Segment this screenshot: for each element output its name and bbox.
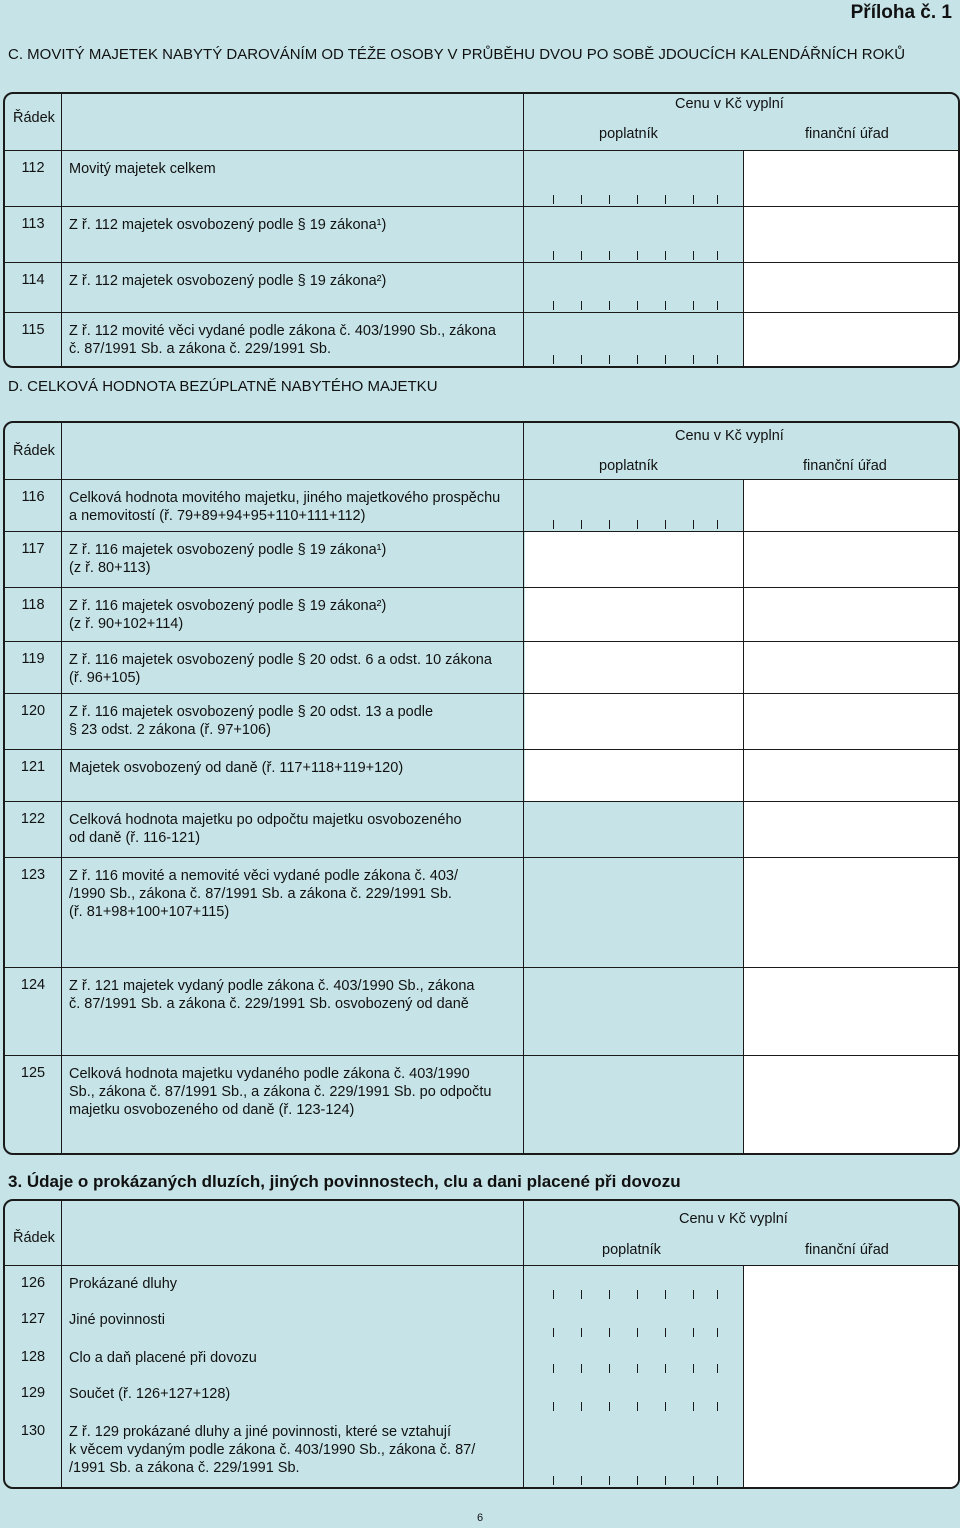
digit-ticks [525,1401,743,1411]
row-number: 129 [20,1385,46,1401]
digit-tick [665,355,666,364]
digit-tick [717,251,718,260]
row-number: 128 [20,1349,46,1365]
taxpayer-amount-field[interactable] [525,693,743,749]
row-number: 123 [20,867,46,883]
row-number: 116 [21,489,45,505]
row-description: č. 87/1991 Sb. a zákona č. 229/1991 Sb. osvobozený od daně [69,996,469,1012]
digit-tick [637,301,638,310]
digit-tick [581,355,582,364]
row-description: Movitý majetek celkem [69,161,216,177]
row-description: (z ř. 90+102+114) [69,616,184,632]
digit-tick [581,1476,582,1485]
digit-tick [665,301,666,310]
digit-tick [693,195,694,204]
row-number: 121 [20,759,46,775]
row-number: 117 [21,541,45,557]
digit-tick [665,195,666,204]
row-number: 122 [20,811,46,827]
digit-tick [717,1402,718,1411]
digit-ticks [525,1363,743,1373]
taxpayer-amount-field[interactable] [525,801,743,857]
section-c-title: C. MOVITÝ MAJETEK NABYTÝ DAROVÁNÍM OD TÉŽE OSOBY V PRŮBĚHU DVOU PO SOBĚ JDOUCÍCH KALENDÁŘNÍCH ROKŮ [8,46,906,63]
table-c [3,92,960,368]
row-description: Z ř. 112 majetek osvobozený podle § 19 zákona¹) [69,217,387,233]
digit-tick [553,1364,554,1373]
table-3 [3,1199,960,1489]
digit-tick [637,1290,638,1299]
row-description: majetku osvobozeného od daně (ř. 123-124) [69,1102,355,1118]
row-number: 114 [21,272,45,288]
digit-tick [609,301,610,310]
digit-tick [553,1328,554,1337]
digit-tick [581,1328,582,1337]
taxpayer-header: poplatník [599,458,658,474]
taxpayer-amount-field[interactable] [525,531,743,587]
row-description: Celková hodnota majetku po odpočtu majetku osvobozeného [69,812,462,828]
digit-tick [637,1364,638,1373]
row-number: 119 [21,651,45,667]
digit-tick [609,355,610,364]
row-number: 125 [20,1065,46,1081]
digit-tick [693,301,694,310]
row-description: (z ř. 80+113) [69,560,151,576]
digit-tick [553,301,554,310]
price-label-header: Cenu v Kč vyplní [679,1211,788,1227]
digit-tick [717,1290,718,1299]
taxpayer-amount-field[interactable] [525,641,743,693]
office-header: finanční úřad [803,458,887,474]
row-description: Z ř. 129 prokázané dluhy a jiné povinnosti, které se vztahují [69,1424,452,1440]
row-description: Sb., zákona č. 87/1991 Sb., a zákona č. 229/1991 Sb. po odpočtu [69,1084,492,1100]
row-description: Z ř. 116 majetek osvobozený podle § 20 odst. 13 a podle [69,704,434,720]
digit-tick [637,1476,638,1485]
taxpayer-amount-field[interactable] [525,749,743,801]
digit-tick [717,195,718,204]
digit-tick [609,251,610,260]
digit-tick [609,1402,610,1411]
row-description: Prokázané dluhy [69,1276,178,1292]
row-description: Celková hodnota movitého majetku, jiného majetkového prospěchu [69,490,501,506]
digit-tick [665,1476,666,1485]
row-description: Jiné povinnosti [69,1312,165,1328]
row-description: (ř. 81+98+100+107+115) [69,904,230,920]
digit-ticks [525,300,743,310]
annex-label: Příloha č. 1 [850,2,952,23]
digit-tick [581,1364,582,1373]
row-description: Majetek osvobozený od daně (ř. 117+118+119+120) [69,760,404,776]
office-header: finanční úřad [805,1242,889,1258]
taxpayer-header: poplatník [602,1242,661,1258]
digit-tick [609,1328,610,1337]
digit-tick [609,1476,610,1485]
digit-tick [665,1402,666,1411]
office-blank-area [743,479,958,1153]
digit-ticks [525,354,743,364]
digit-ticks [525,250,743,260]
taxpayer-amount-field[interactable] [525,967,743,1055]
digit-tick [693,1328,694,1337]
row-description: Celková hodnota majetku vydaného podle zákona č. 403/1990 [69,1066,470,1082]
digit-ticks [525,1289,743,1299]
digit-tick [609,195,610,204]
row-description: /1991 Sb. a zákona č. 229/1991 Sb. [69,1460,300,1476]
table-d [3,421,960,1155]
price-label-header: Cenu v Kč vyplní [675,96,784,112]
digit-tick [553,251,554,260]
digit-tick [637,195,638,204]
row-description: Z ř. 116 majetek osvobozený podle § 19 zákona²) [69,598,387,614]
row-number: 112 [21,160,45,176]
digit-tick [717,355,718,364]
row-number: 127 [20,1311,46,1327]
digit-tick [609,1290,610,1299]
digit-tick [717,1328,718,1337]
digit-tick [693,520,694,529]
digit-tick [581,251,582,260]
digit-tick [553,1402,554,1411]
digit-tick [553,1290,554,1299]
digit-tick [693,1290,694,1299]
row-number: 118 [21,597,45,613]
digit-tick [553,520,554,529]
office-blank-area [743,1265,958,1487]
digit-ticks [525,194,743,204]
digit-tick [693,355,694,364]
digit-tick [581,1290,582,1299]
row-description: Z ř. 121 majetek vydaný podle zákona č. 403/1990 Sb., zákona [69,978,475,994]
digit-tick [693,251,694,260]
section-d-title: D. CELKOVÁ HODNOTA BEZÚPLATNĚ NABYTÉHO MAJETKU [8,378,438,395]
digit-tick [717,301,718,310]
row-description: Z ř. 116 movité a nemovité věci vydané podle zákona č. 403/ [69,868,459,884]
digit-tick [693,1402,694,1411]
row-description: Z ř. 112 majetek osvobozený podle § 19 zákona²) [69,273,387,289]
digit-tick [717,1364,718,1373]
row-description: k věcem vydaným podle zákona č. 403/1990 Sb., zákona č. 87/ [69,1442,476,1458]
digit-tick [581,195,582,204]
taxpayer-amount-field[interactable] [525,1055,743,1153]
row-description: Z ř. 116 majetek osvobozený podle § 19 zákona¹) [69,542,387,558]
digit-tick [581,520,582,529]
digit-tick [553,195,554,204]
row-number: 115 [21,322,45,338]
taxpayer-amount-field[interactable] [525,587,743,641]
section-3-title: 3. Údaje o prokázaných dluzích, jiných povinnostech, clu a dani placené při dovozu [8,1172,681,1191]
row-description: Clo a daň placené při dovozu [69,1350,257,1366]
office-blank-area [743,150,958,366]
digit-tick [665,520,666,529]
row-description: Z ř. 112 movité věci vydané podle zákona č. 403/1990 Sb., zákona [69,323,496,339]
row-number: 124 [20,977,46,993]
digit-tick [609,1364,610,1373]
digit-tick [637,1402,638,1411]
row-number: 126 [20,1275,46,1291]
digit-tick [693,1364,694,1373]
row-description: a nemovitostí (ř. 79+89+94+95+110+111+112) [69,508,366,524]
office-header: finanční úřad [805,126,889,142]
row-label-header: Řádek [13,110,55,126]
digit-tick [637,355,638,364]
row-description: Z ř. 116 majetek osvobozený podle § 20 odst. 6 a odst. 10 zákona [69,652,492,668]
price-label-header: Cenu v Kč vyplní [675,428,784,444]
taxpayer-header: poplatník [599,126,658,142]
digit-tick [665,1364,666,1373]
page-number: 6 [476,1512,484,1524]
row-label-header: Řádek [13,443,55,459]
taxpayer-amount-field[interactable] [525,857,743,967]
row-description: /1990 Sb., zákona č. 87/1991 Sb. a zákona č. 229/1991 Sb. [69,886,452,902]
digit-ticks [525,1327,743,1337]
digit-tick [665,251,666,260]
digit-tick [553,355,554,364]
digit-tick [637,251,638,260]
digit-tick [581,301,582,310]
digit-tick [637,1328,638,1337]
digit-tick [717,1476,718,1485]
row-label-header: Řádek [13,1230,55,1246]
row-number: 130 [20,1423,46,1439]
row-description: č. 87/1991 Sb. a zákona č. 229/1991 Sb. [69,341,331,357]
digit-tick [609,520,610,529]
digit-tick [581,1402,582,1411]
row-description: Součet (ř. 126+127+128) [69,1386,231,1402]
row-description: § 23 odst. 2 zákona (ř. 97+106) [69,722,271,738]
digit-ticks [525,1475,743,1485]
row-number: 120 [20,703,46,719]
row-number: 113 [21,216,45,232]
digit-ticks [525,519,743,529]
row-description: (ř. 96+105) [69,670,141,686]
digit-tick [693,1476,694,1485]
row-description: od daně (ř. 116-121) [69,830,201,846]
digit-tick [637,520,638,529]
digit-tick [717,520,718,529]
digit-tick [665,1290,666,1299]
digit-tick [553,1476,554,1485]
digit-tick [665,1328,666,1337]
